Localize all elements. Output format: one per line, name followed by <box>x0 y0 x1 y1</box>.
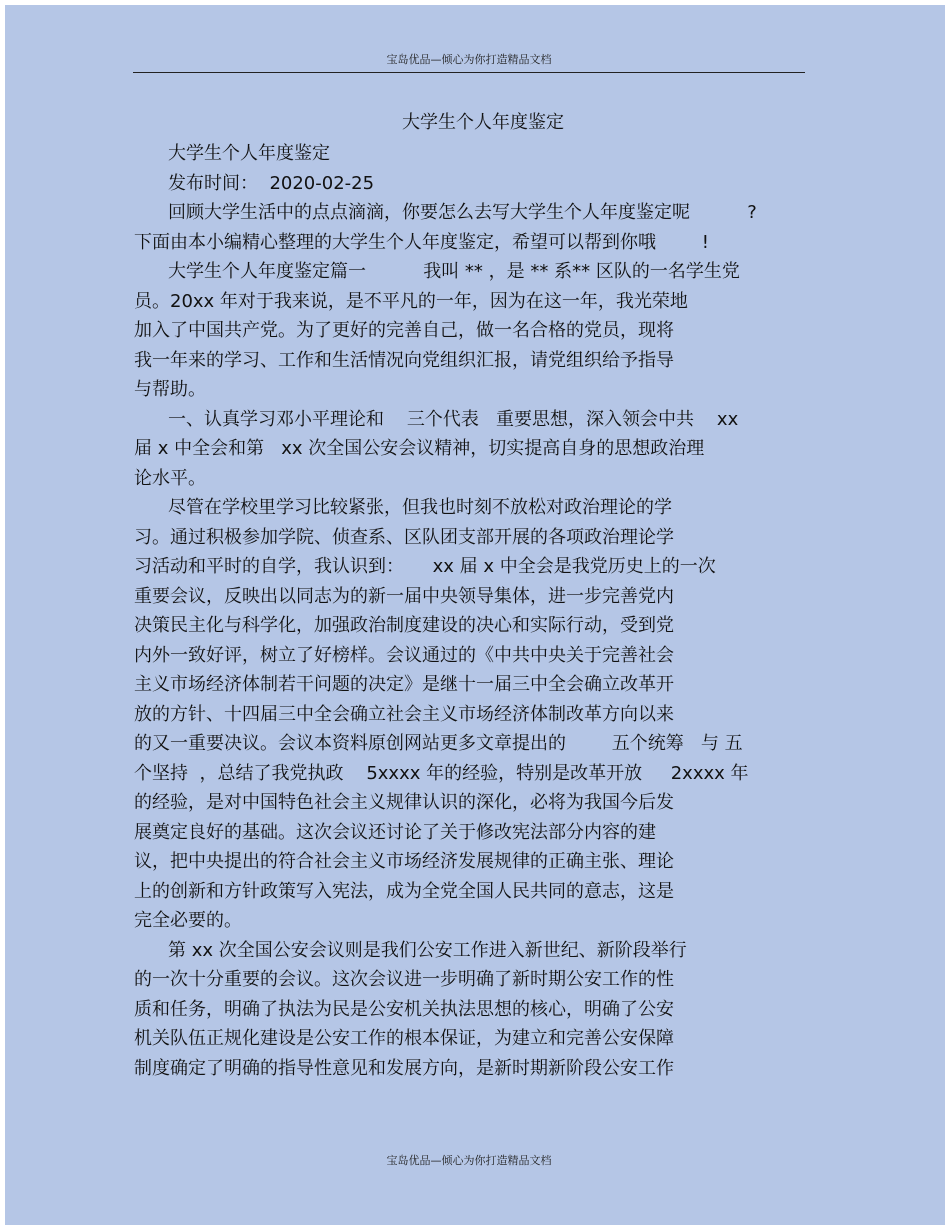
page-footer: 宝岛优品—倾心为你打造精品文档 <box>386 1154 552 1167</box>
text-line: 内外一致好评，树立了好榜样。会议通过的《中共中央关于完善社会 <box>134 644 674 666</box>
text-line: 我一年来的学习、工作和生活情况向党组织汇报，请党组织给予指导 <box>134 349 674 371</box>
page-header: 宝岛优品—倾心为你打造精品文档 <box>386 53 552 66</box>
text-line: 与帮助。 <box>134 379 206 400</box>
text-line: 展奠定良好的基础。这次会议还讨论了关于修改宪法部分内容的建 <box>134 821 656 843</box>
text-line: 一、认真学习邓小平理论和 三个代表 重要思想，深入领会中共 xx <box>168 408 739 430</box>
text-line: 放的方针、十四届三中全会确立社会主义市场经济体制改革方向以来 <box>134 703 674 725</box>
document-title: 大学生个人年度鉴定 <box>402 112 564 133</box>
text-line: 的一次十分重要的会议。这次会议进一步明确了新时期公安工作的性 <box>134 969 674 990</box>
text-line: 习。通过积极参加学院、侦查系、区队团支部开展的各项政治理论学 <box>134 526 674 548</box>
document-body <box>134 139 824 1083</box>
text-line: 的经验，是对中国特色社会主义规律认识的深化，必将为我国今后发 <box>134 792 674 813</box>
text-line: 届 x 中全会和第 xx 次全国公安会议精神，切实提高自身的思想政治理 <box>134 438 705 459</box>
text-line: 加入了中国共产党。为了更好的完善自己，做一名合格的党员，现将 <box>134 320 674 341</box>
text-line: 论水平。 <box>134 467 206 489</box>
text-line: 员。20xx 年对于我来说，是不平凡的一年，因为在这一年，我光荣地 <box>134 290 688 312</box>
text-line: 回顾大学生活中的点点滴滴，你要怎么去写大学生个人年度鉴定呢 ? <box>168 202 757 223</box>
text-line: 大学生个人年度鉴定 <box>168 143 330 164</box>
text-line: 制度确定了明确的指导性意见和发展方向，是新时期新阶段公安工作 <box>134 1057 674 1079</box>
text-line: 决策民主化与科学化，加强政治制度建设的决心和实际行动，受到党 <box>134 615 674 636</box>
text-line: 个坚持 ，总结了我党执政 5xxxx 年的经验，特别是改革开放 2xxxx 年 <box>134 762 749 784</box>
text-line: 完全必要的。 <box>134 910 242 931</box>
text-line: 机关队伍正规化建设是公安工作的根本保证，为建立和完善公安保障 <box>134 1028 674 1049</box>
text-line: 主义市场经济体制若干问题的决定》是继十一届三中全会确立改革开 <box>134 674 674 695</box>
text-line: 尽管在学校里学习比较紧张，但我也时刻不放松对政治理论的学 <box>168 497 672 518</box>
text-line: 质和任务，明确了执法为民是公安机关执法思想的核心，明确了公安 <box>134 998 674 1020</box>
header-divider <box>133 72 805 73</box>
text-line: 第 xx 次全国公安会议则是我们公安工作进入新世纪、新阶段举行 <box>168 939 687 961</box>
text-line: 议，把中央提出的符合社会主义市场经济发展规律的正确主张、理论 <box>134 851 674 872</box>
text-line: 下面由本小编精心整理的大学生个人年度鉴定，希望可以帮到你哦 ! <box>134 231 709 253</box>
text-line: 重要会议，反映出以同志为的新一届中央领导集体，进一步完善党内 <box>134 585 674 607</box>
text-line: 上的创新和方针政策写入宪法，成为全党全国人民共同的意志，这是 <box>134 880 674 902</box>
text-line: 发布时间： 2020-02-25 <box>168 172 375 194</box>
text-line: 的又一重要决议。会议本资料原创网站更多文章提出的 五个统筹 与 五 <box>134 733 743 754</box>
text-line: 习活动和平时的自学，我认识到： xx 届 x 中全会是我党历史上的一次 <box>134 556 716 577</box>
text-line: 大学生个人年度鉴定篇一 我叫 ** ，是 ** 系** 区队的一名学生党 <box>168 261 740 282</box>
